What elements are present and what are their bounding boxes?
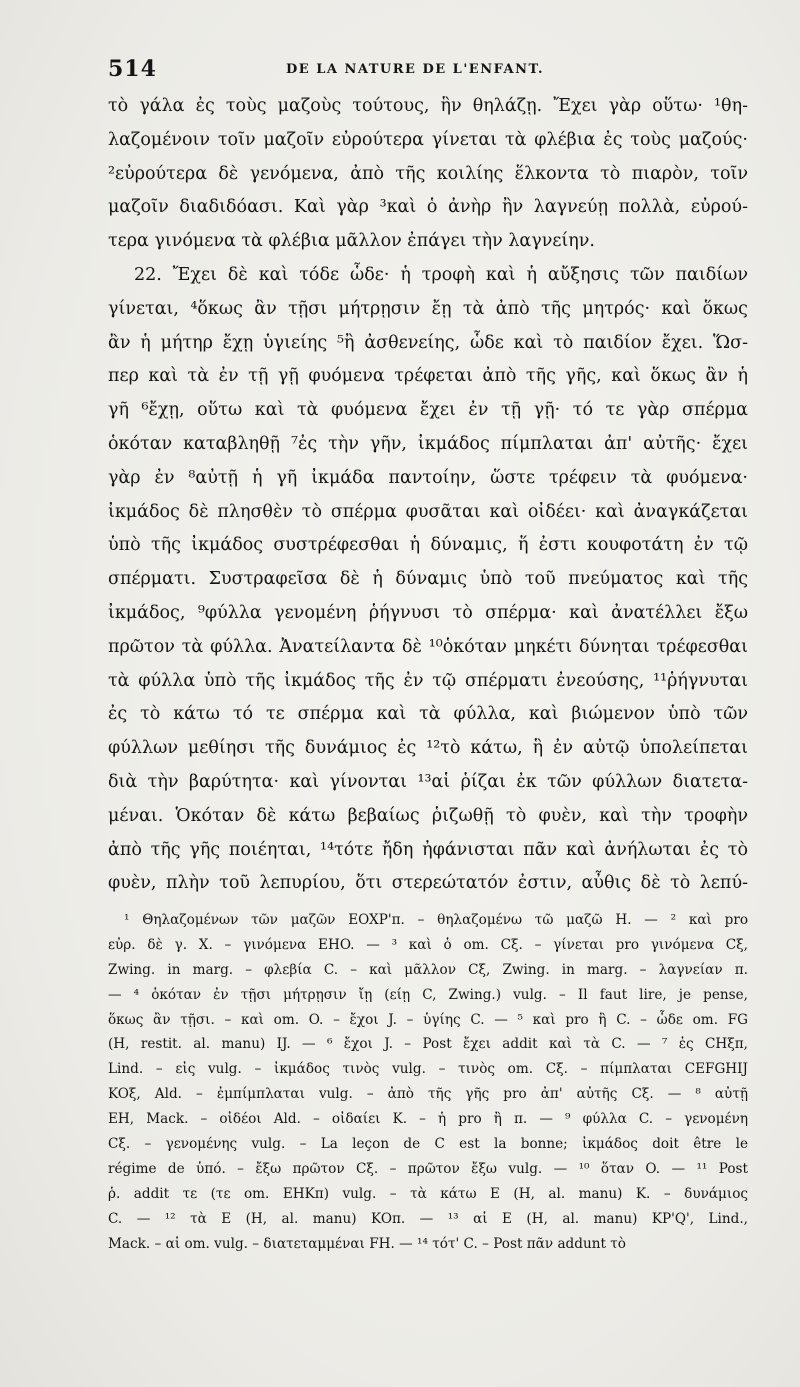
footnote-line: (H, restit. al. manu) IJ. — ⁶ ἔχοι J. – Post ἔχει addit καὶ τὰ C. — ⁷ ἐς CHξπ, bbox=[108, 1036, 748, 1053]
text-line: σπέρματι. Συστραφεῖσα δὲ ἡ δύναμις ὑπὸ τοῦ πνεύματος καὶ τῆς bbox=[108, 569, 748, 590]
text-line: πρῶτον τὰ φύλλα. Ἀνατείλαντα δὲ ¹⁰ὁκόταν μηκέτι δύνηται τρέφεσθαι bbox=[108, 636, 748, 657]
section-22-start-line: 22. Ἔχει δὲ καὶ τόδε ὧδε· ἡ τροφὴ καὶ ἡ αὔξησις τῶν παιδίων bbox=[134, 264, 748, 285]
running-title: DE LA NATURE DE L'ENFANT. bbox=[286, 62, 545, 77]
text-line: ἂν ἡ μήτηρ ἔχῃ ὑγιείης ⁵ἢ ἀσθενείης, ὧδε καὶ τὸ παιδίον ἔχει. Ὥσ- bbox=[108, 332, 748, 353]
footnote-line: εὐρ. δὲ γ. X. – γινόμενα EHO. — ³ καὶ ὁ om. Cξ. – γίνεται pro γινόμενα Cξ, bbox=[108, 936, 748, 953]
text-line: ²εὐρούτερα δὲ γενόμενα, ἀπὸ τῆς κοιλίης ἕλκοντα τὸ πιαρὸν, τοῖν bbox=[108, 163, 748, 184]
page-number: 514 bbox=[108, 56, 157, 82]
footnote-line: Cξ. – γενομένης vulg. – La leçon de C est la bonne; ἰκμάδος doit être le bbox=[108, 1136, 748, 1153]
footnote-line: — ⁴ ὁκόταν ἐν τῇσι μήτρῃσιν ἴῃ (είῃ C, Zwing.) vulg. – Il faut lire, je pense, bbox=[108, 986, 748, 1003]
page-header bbox=[108, 56, 748, 84]
text-line: φύλλων μεθίησι τῆς δυνάμιος ἐς ¹²τὸ κάτω, ἣ ἐν αὐτῷ ὑπολείπεται bbox=[108, 738, 748, 759]
text-line: μέναι. Ὁκόταν δὲ κάτω βεβαίως ῥιζωθῇ τὸ φυὲν, καὶ τὴν τροφὴν bbox=[108, 805, 748, 826]
text-line: μαζοῖν διαδιδόασι. Καὶ γὰρ ³καὶ ὁ ἀνὴρ ἢν λαγνεύῃ πολλὰ, εὐρού- bbox=[108, 197, 748, 218]
footnote-line: Mack. – αἱ om. vulg. – διατεταμμέναι FH. — ¹⁴ τότ' C. – Post πᾶν addunt τὸ bbox=[108, 1235, 626, 1252]
text-line: φυὲν, πλὴν τοῦ λεπυρίου, ὅτι στερεώτατόν ἐστιν, αὖθις δὲ τὸ λεπύ- bbox=[108, 873, 748, 894]
footnote-line: Zwing. in marg. – φλεβία C. – καὶ μᾶλλον Cξ, Zwing. in marg. – λαγνείαν π. bbox=[108, 961, 748, 978]
text-line: τὰ φύλλα ὑπὸ τῆς ἰκμάδος τῆς ἐν τῷ σπέρματι ἐνεούσης, ¹¹ῥήγνυται bbox=[108, 670, 748, 691]
text-line: ὑπὸ τῆς ἰκμάδος συστρέφεσθαι ἡ δύναμις, ἥ ἐστι κουφοτάτη ἐν τῷ bbox=[108, 535, 748, 556]
text-line: λαζομένοιν τοῖν μαζοῖν εὐρούτερα γίνεται τὰ φλέβια ἐς τοὺς μαζούς· bbox=[108, 129, 748, 150]
footnotes-block bbox=[108, 908, 748, 1256]
text-line: γίνεται, ⁴ὅκως ἂν τῇσι μήτρῃσιν ἔῃ τὰ ἀπὸ τῆς μητρός· καὶ ὅκως bbox=[108, 298, 748, 319]
footnote-line: ¹ Θηλαζομένων τῶν μαζῶν EOXP'π. – θηλαζομένω τῶ μαζῶ H. — ² καὶ pro bbox=[124, 912, 748, 928]
text-line: ἰκμάδος, ⁹φύλλα γενομένη ῥήγνυσι τὸ σπέρμα· καὶ ἀνατέλλει ἔξω bbox=[108, 602, 748, 623]
footnote-line: Lind. – εἰς vulg. – ἰκμάδος τινὸς vulg. – τινὸς om. Cξ. – πίμπλαται CEFGHIJ bbox=[108, 1061, 748, 1078]
text-line: ἰκμάδος δὲ πλησθὲν τὸ σπέρμα φυσᾶται καὶ οἰδέει· καὶ ἀναγκάζεται bbox=[108, 501, 748, 522]
main-text-block bbox=[108, 90, 748, 901]
text-line: ἐς τὸ κάτω τό τε σπέρμα καὶ τὰ φύλλα, καὶ βιώμενον ὑπὸ τῶν bbox=[108, 704, 748, 725]
text-line: διὰ τὴν βαρύτητα· καὶ γίνονται ¹³αἱ ῥίζαι ἐκ τῶν φύλλων διατετα- bbox=[108, 771, 748, 792]
footnote-line: KOξ, Ald. – ἐμπίμπλαται vulg. – ἀπὸ τῆς γῆς pro ἀπ' αὐτῆς Cξ. — ⁸ αὐτῇ bbox=[108, 1086, 748, 1103]
text-line: τὸ γάλα ἐς τοὺς μαζοὺς τούτους, ἣν θηλάζῃ. Ἔχει γὰρ οὕτω· ¹θη- bbox=[108, 96, 748, 116]
footnote-line: EH, Mack. – οἰδέοι Ald. – οἰδαίει K. – ἡ pro ἢ π. — ⁹ φύλλα C. – γενομένη bbox=[108, 1111, 748, 1128]
footnote-line: ὅκως ἂν τῇσι. – καὶ om. O. – ἔχοι J. – ὑγίης C. — ⁵ καὶ pro ἢ C. – ὧδε om. FG bbox=[108, 1011, 748, 1028]
footnote-line: ῥ. addit τε (τε om. EHKπ) vulg. – τὰ κάτω E (H, al. manu) K. – δυνάμιος bbox=[108, 1185, 748, 1202]
text-line: ὁκόταν καταβληθῇ ⁷ἐς τὴν γῆν, ἰκμάδος πίμπλαται ἀπ' αὐτῆς· ἔχει bbox=[108, 433, 748, 454]
text-line: περ καὶ τὰ ἐν τῇ γῇ φυόμενα τρέφεται ἀπὸ τῆς γῆς, καὶ ὅκως ἂν ἡ bbox=[108, 366, 748, 387]
text-line: γὰρ ἐν ⁸αὐτῇ ἡ γῆ ἰκμάδα παντοίην, ὥστε τρέφειν τὰ φυόμενα· bbox=[108, 467, 748, 488]
footnote-line: régime de ὑπό. – ἔξω πρῶτον Cξ. – πρῶτον ἔξω vulg. — ¹⁰ ὅταν O. — ¹¹ Post bbox=[108, 1160, 748, 1177]
text-line: τερα γινόμενα τὰ φλέβια μᾶλλον ἐπάγει τὴν λαγνείην. bbox=[108, 231, 595, 252]
text-line: ἀπὸ τῆς γῆς ποιέηται, ¹⁴τότε ἤδη ἠφάνισται πᾶν καὶ ἀνήλωται ἐς τὸ bbox=[108, 839, 748, 860]
footnote-line: C. — ¹² τὰ E (H, al. manu) KOπ. — ¹³ αἱ E (H, al. manu) KP'Q', Lind., bbox=[108, 1210, 748, 1227]
text-line: γῆ ⁶ἔχῃ, οὕτω καὶ τὰ φυόμενα ἔχει ἐν τῇ γῇ· τό τε γὰρ σπέρμα bbox=[108, 400, 748, 421]
